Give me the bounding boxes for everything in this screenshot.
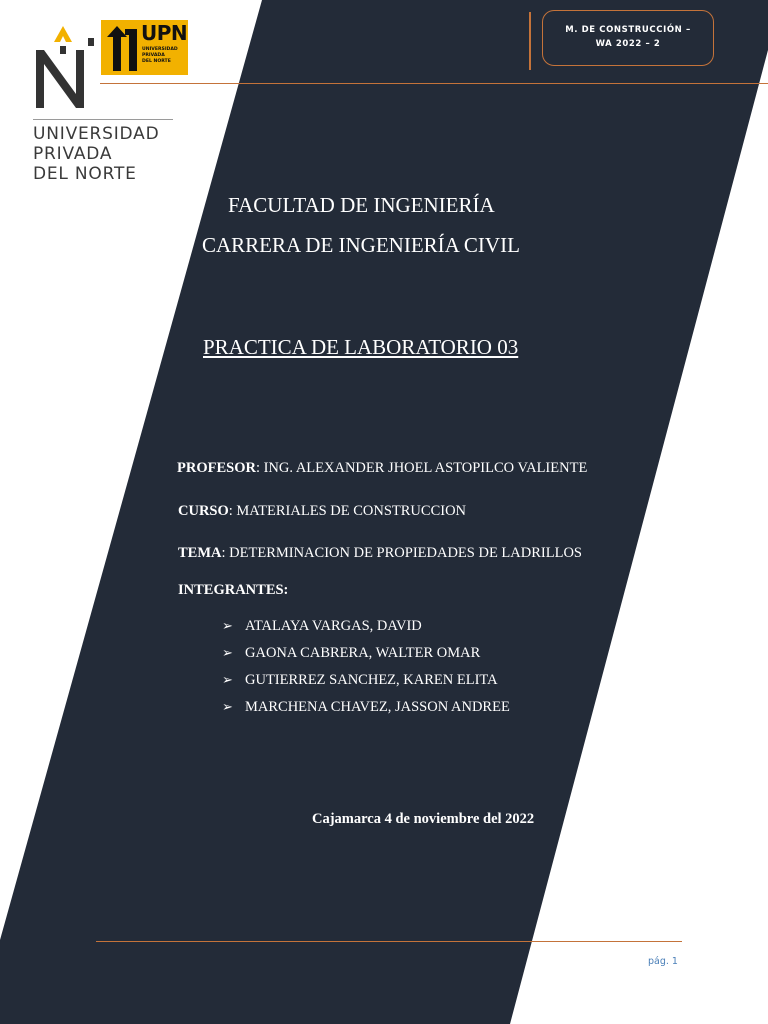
topic-value: : DETERMINACION DE PROPIEDADES DE LADRILLOS	[221, 545, 582, 561]
upn-subtitle	[142, 47, 178, 65]
member-name: GAONA CABRERA, WALTER OMAR	[245, 645, 481, 661]
page-number: pág. 1	[648, 956, 678, 967]
course-code-line-1: M. DE CONSTRUCCIÓN –	[565, 25, 691, 35]
arrow-bullet-icon: ➢	[222, 645, 233, 660]
member-name: GUTIERREZ SANCHEZ, KAREN ELITA	[245, 672, 498, 688]
member-name: ATALAYA VARGAS, DAVID	[245, 618, 422, 634]
list-item	[222, 699, 510, 726]
upn-arrow-logo-icon	[105, 23, 139, 72]
list-item	[222, 672, 510, 699]
career-title: CARRERA DE INGENIERÍA CIVIL	[202, 233, 520, 257]
university-name-line: PRIVADA	[33, 144, 113, 164]
course-code-line-2: WA 2022 – 2	[595, 39, 661, 49]
faculty-title: FACULTAD DE INGENIERÍA	[228, 193, 495, 217]
professor-value: : ING. ALEXANDER JHOEL ASTOPILCO VALIENTE	[255, 460, 588, 476]
university-name	[33, 124, 159, 184]
practice-title: PRACTICA DE LABORATORIO 03	[203, 335, 519, 359]
arrow-bullet-icon: ➢	[222, 618, 233, 633]
members-list	[222, 618, 510, 726]
header-rule	[100, 83, 768, 84]
header-accent-bar	[529, 12, 531, 70]
university-name-line: UNIVERSIDAD	[33, 124, 160, 144]
logo-divider	[33, 119, 173, 120]
upn-logo	[101, 20, 188, 75]
list-item	[222, 618, 510, 645]
upn-subtitle-line: DEL NORTE	[142, 59, 171, 64]
upn-subtitle-line: UNIVERSIDAD	[142, 47, 178, 52]
course-field	[178, 503, 466, 520]
course-code-box	[542, 10, 714, 66]
professor-label: PROFESOR	[177, 460, 256, 476]
course-label: CURSO	[178, 503, 229, 519]
upn-title: UPN	[141, 21, 188, 45]
topic-field	[178, 545, 582, 562]
topic-label: TEMA	[178, 545, 222, 561]
professor-field	[177, 460, 587, 477]
member-name: MARCHENA CHAVEZ, JASSON ANDREE	[245, 699, 510, 715]
members-label: INTEGRANTES:	[178, 582, 289, 598]
university-n-logo-icon	[30, 24, 98, 110]
arrow-bullet-icon: ➢	[222, 699, 233, 714]
footer-rule	[96, 941, 682, 942]
upn-subtitle-line: PRIVADA	[142, 53, 165, 58]
list-item	[222, 645, 510, 672]
university-name-line: DEL NORTE	[33, 164, 137, 184]
arrow-bullet-icon: ➢	[222, 672, 233, 687]
course-value: : MATERIALES DE CONSTRUCCION	[228, 503, 467, 519]
date-location: Cajamarca 4 de noviembre del 2022	[312, 811, 535, 827]
